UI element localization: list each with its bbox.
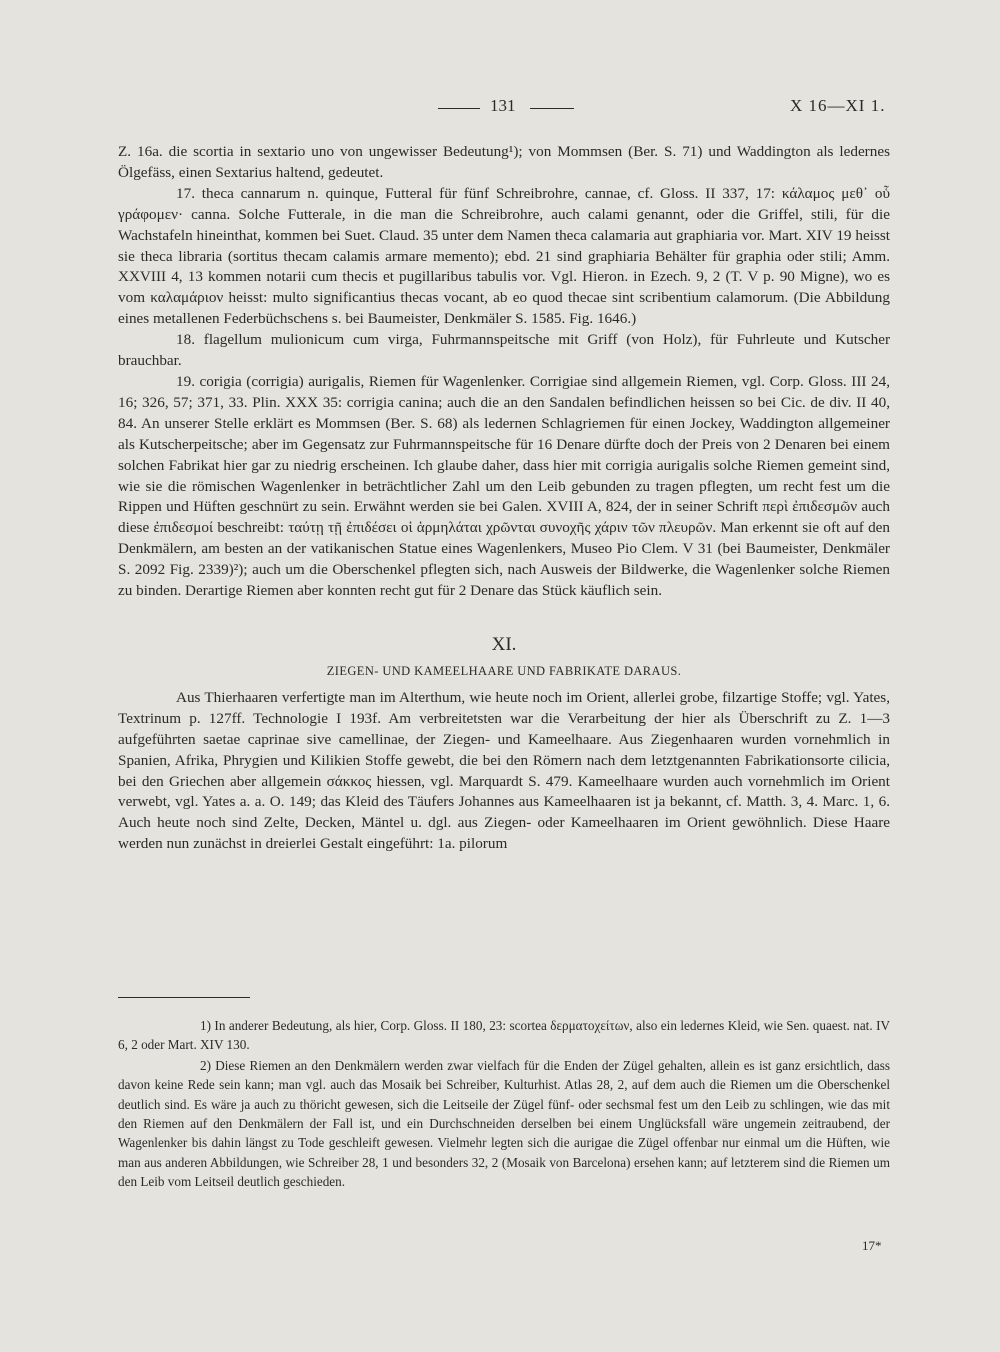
section-title: ZIEGEN- UND KAMEELHAARE UND FABRIKATE DARAUS. — [326, 663, 682, 678]
page-number: 131 — [490, 96, 516, 115]
paragraph-section-xi: Aus Thierhaaren verfertigte man im Alterthum, wie heute noch im Orient, allerlei grobe, filzartige Stoffe; vgl. Yates, Textrinum p. 127ff. Technologie I 193f. Am verbreitetsten war die Verarbeitung der hier als Überschrift zu Z. 1—3 aufgeführten saetae caprinae sive camellinae, der Ziegen- und Kameelhaare. Aus Ziegenhaaren wurden vornehmlich in Spanien, Afrika, Phrygien und Kilikien Stoffe gewebt, die bei den Römern nach dem letztgenannten Fabrikationsorte cilicia, bei den Griechen aber allgemein σάκκος hiessen, vgl. Marquardt S. 479. Kameelhaare wurden auch vornehmlich im Orient verwebt, vgl. Yates a. a. O. 149; das Kleid des Täufers Johannes aus Kameelhaaren ist ja bekannt, cf. Matth. 3, 4. Marc. 1, 6. Auch heute noch sind Zelte, Decken, Mäntel u. dgl. aus Ziegen- oder Kameelhaaren im Orient gewöhnlich. Diese Haare werden nun zunächst in dreierlei Gestalt eingeführt: 1a. pilorum — [118, 688, 890, 853]
footnote-1: 1) In anderer Bedeutung, als hier, Corp. Gloss. II 180, 23: scortea δερματοχείτων, also ein ledernes Kleid, wie Sen. quaest. nat. IV 6, 2 oder Mart. XIV 130. — [118, 1018, 890, 1053]
main-text — [118, 142, 890, 855]
paragraph-line-17: 17. theca cannarum n. quinque, Futteral für fünf Schreibrohre, cannae, cf. Gloss. II 337, 17: κάλαμος μεθ᾽ οὗ γράφομεν· canna. Solche Futterale, in die man die Schreibrohre, auch calami genannt, oder die Griffel, stili, für die Wachstafeln hineinthat, kommen bei Suet. Claud. 35 unter dem Namen theca calamaria aut graphiaria vor. Mart. XIV 19 heisst sie theca libraria (sortitus thecam calamis armare memento); ebd. 21 sind graphiaria Behälter für graphia oder stili; Amm. XXVIII 4, 13 kommen notarii cum thecis et pugillaribus tabulis vor. Vgl. Hieron. in Ezech. 9, 2 (T. V p. 90 Migne), wo es vom καλαμάριον heisst: multo significantius thecas vocant, ab eo quod thecae sint scribentium calamorum. (Die Abbildung eines metallenen Federbüchschens s. bei Baumeister, Denkmäler S. 1585. Fig. 1646.) — [118, 184, 890, 328]
section-gap — [118, 602, 890, 634]
running-head — [0, 96, 1000, 120]
printer-signature: 17* — [862, 1238, 882, 1253]
section-reference: X 16—XI 1. — [790, 96, 886, 115]
paragraph-line-19: 19. corigia (corrigia) aurigalis, Riemen für Wagenlenker. Corrigiae sind allgemein Riemen, vgl. Corp. Gloss. III 24, 16; 326, 57; 371, 33. Plin. XXX 35: corrigia canina; auch die an den Sandalen befindlichen heissen so bei Cic. de div. II 40, 84. An unserer Stelle erklärt es Mommsen (Ber. S. 68) als ledernen Schlagriemen für einen Jockey, Waddington allgemeiner als Kutscherpeitsche; aber im Gegensatz zur Fuhrmannspeitsche für 16 Denare dürfte doch der Preis von 2 Denaren bei einem solchen Fabrikat hier gar zu niedrig erscheinen. Ich glaube daher, dass hier mit corrigia aurigalis solche Riemen gemeint sind, wie sie die römischen Wagenlenker in beträchtlicher Zahl um den Leib gebunden zu tragen pflegten, um recht fest um die Rippen und Hüften geschnürt zu sein. Erwähnt werden sie bei Galen. XVIII A, 824, der in seiner Schrift περὶ ἐπιδεσμῶν auch diese ἐπιδεσμοί beschreibt: ταύτῃ τῇ ἐπιδέσει οἱ ἁρμηλάται χρῶνται συνοχῆς χάριν τῶν πλευρῶν. Man erkennt sie oft auf den Denkmälern, am besten an der vatikanischen Statue eines Wagenlenkers, Museo Pio Clem. V 31 (bei Baumeister, Denkmäler S. 2092 Fig. 2339)²); auch um die Oberschenkel pflegten sich, nach Ausweis der Bildwerke, die Wagenlenker solche Riemen zu binden. Derartige Riemen aber konnten recht gut für 2 Denare das Stück käuflich sein. — [118, 372, 890, 600]
paragraph-line-16a: Z. 16a. die scortia in sextario uno von ungewisser Bedeutung¹); von Mommsen (Ber. S. 71) und Waddington als ledernes Ölgefäss, einen Sextarius haltend, gedeutet. — [118, 143, 890, 181]
footnote-2: 2) Diese Riemen an den Denkmälern werden zwar vielfach für die Enden der Zügel gehalten, allein es ist ganz ersichtlich, dass davon keine Rede sein kann; man vgl. auch das Mosaik bei Schreiber, Kulturhist. Atlas 28, 2, auf dem auch die Riemen um die Oberschenkel deutlich sind. Es wäre ja auch zu thöricht gewesen, sich die Leitseile der Zügel fünf- oder sechsmal fest um den Leib zu schlingen, wie das mit den Riemen auf den Denkmälern der Fall ist, und ein Durchschneiden derselben bei einem Unglücksfall wäre ungemein zeitraubend, der Wagenlenker bis dahin längst zu Tode geschleift gewesen. Vielmehr legten sich die aurigae die Zügel offenbar nur einmal um die Hüften, wie man aus anderen Abbildungen, wie Schreiber 28, 1 und besonders 32, 2 (Mosaik von Barcelona) ersehen kann; auf letzterem sind die Riemen um den Leib vom Leitseil deutlich geschieden. — [118, 1057, 890, 1190]
footnote-rule — [118, 997, 250, 998]
section-number: XI. — [491, 633, 517, 655]
footnotes — [118, 1016, 890, 1192]
header-rule-right — [530, 108, 574, 109]
paragraph-line-18: 18. flagellum mulionicum cum virga, Fuhrmannspeitsche mit Griff (von Holz), für Fuhrleute und Kutscher brauchbar. — [118, 331, 890, 370]
header-rule-left — [438, 108, 480, 109]
